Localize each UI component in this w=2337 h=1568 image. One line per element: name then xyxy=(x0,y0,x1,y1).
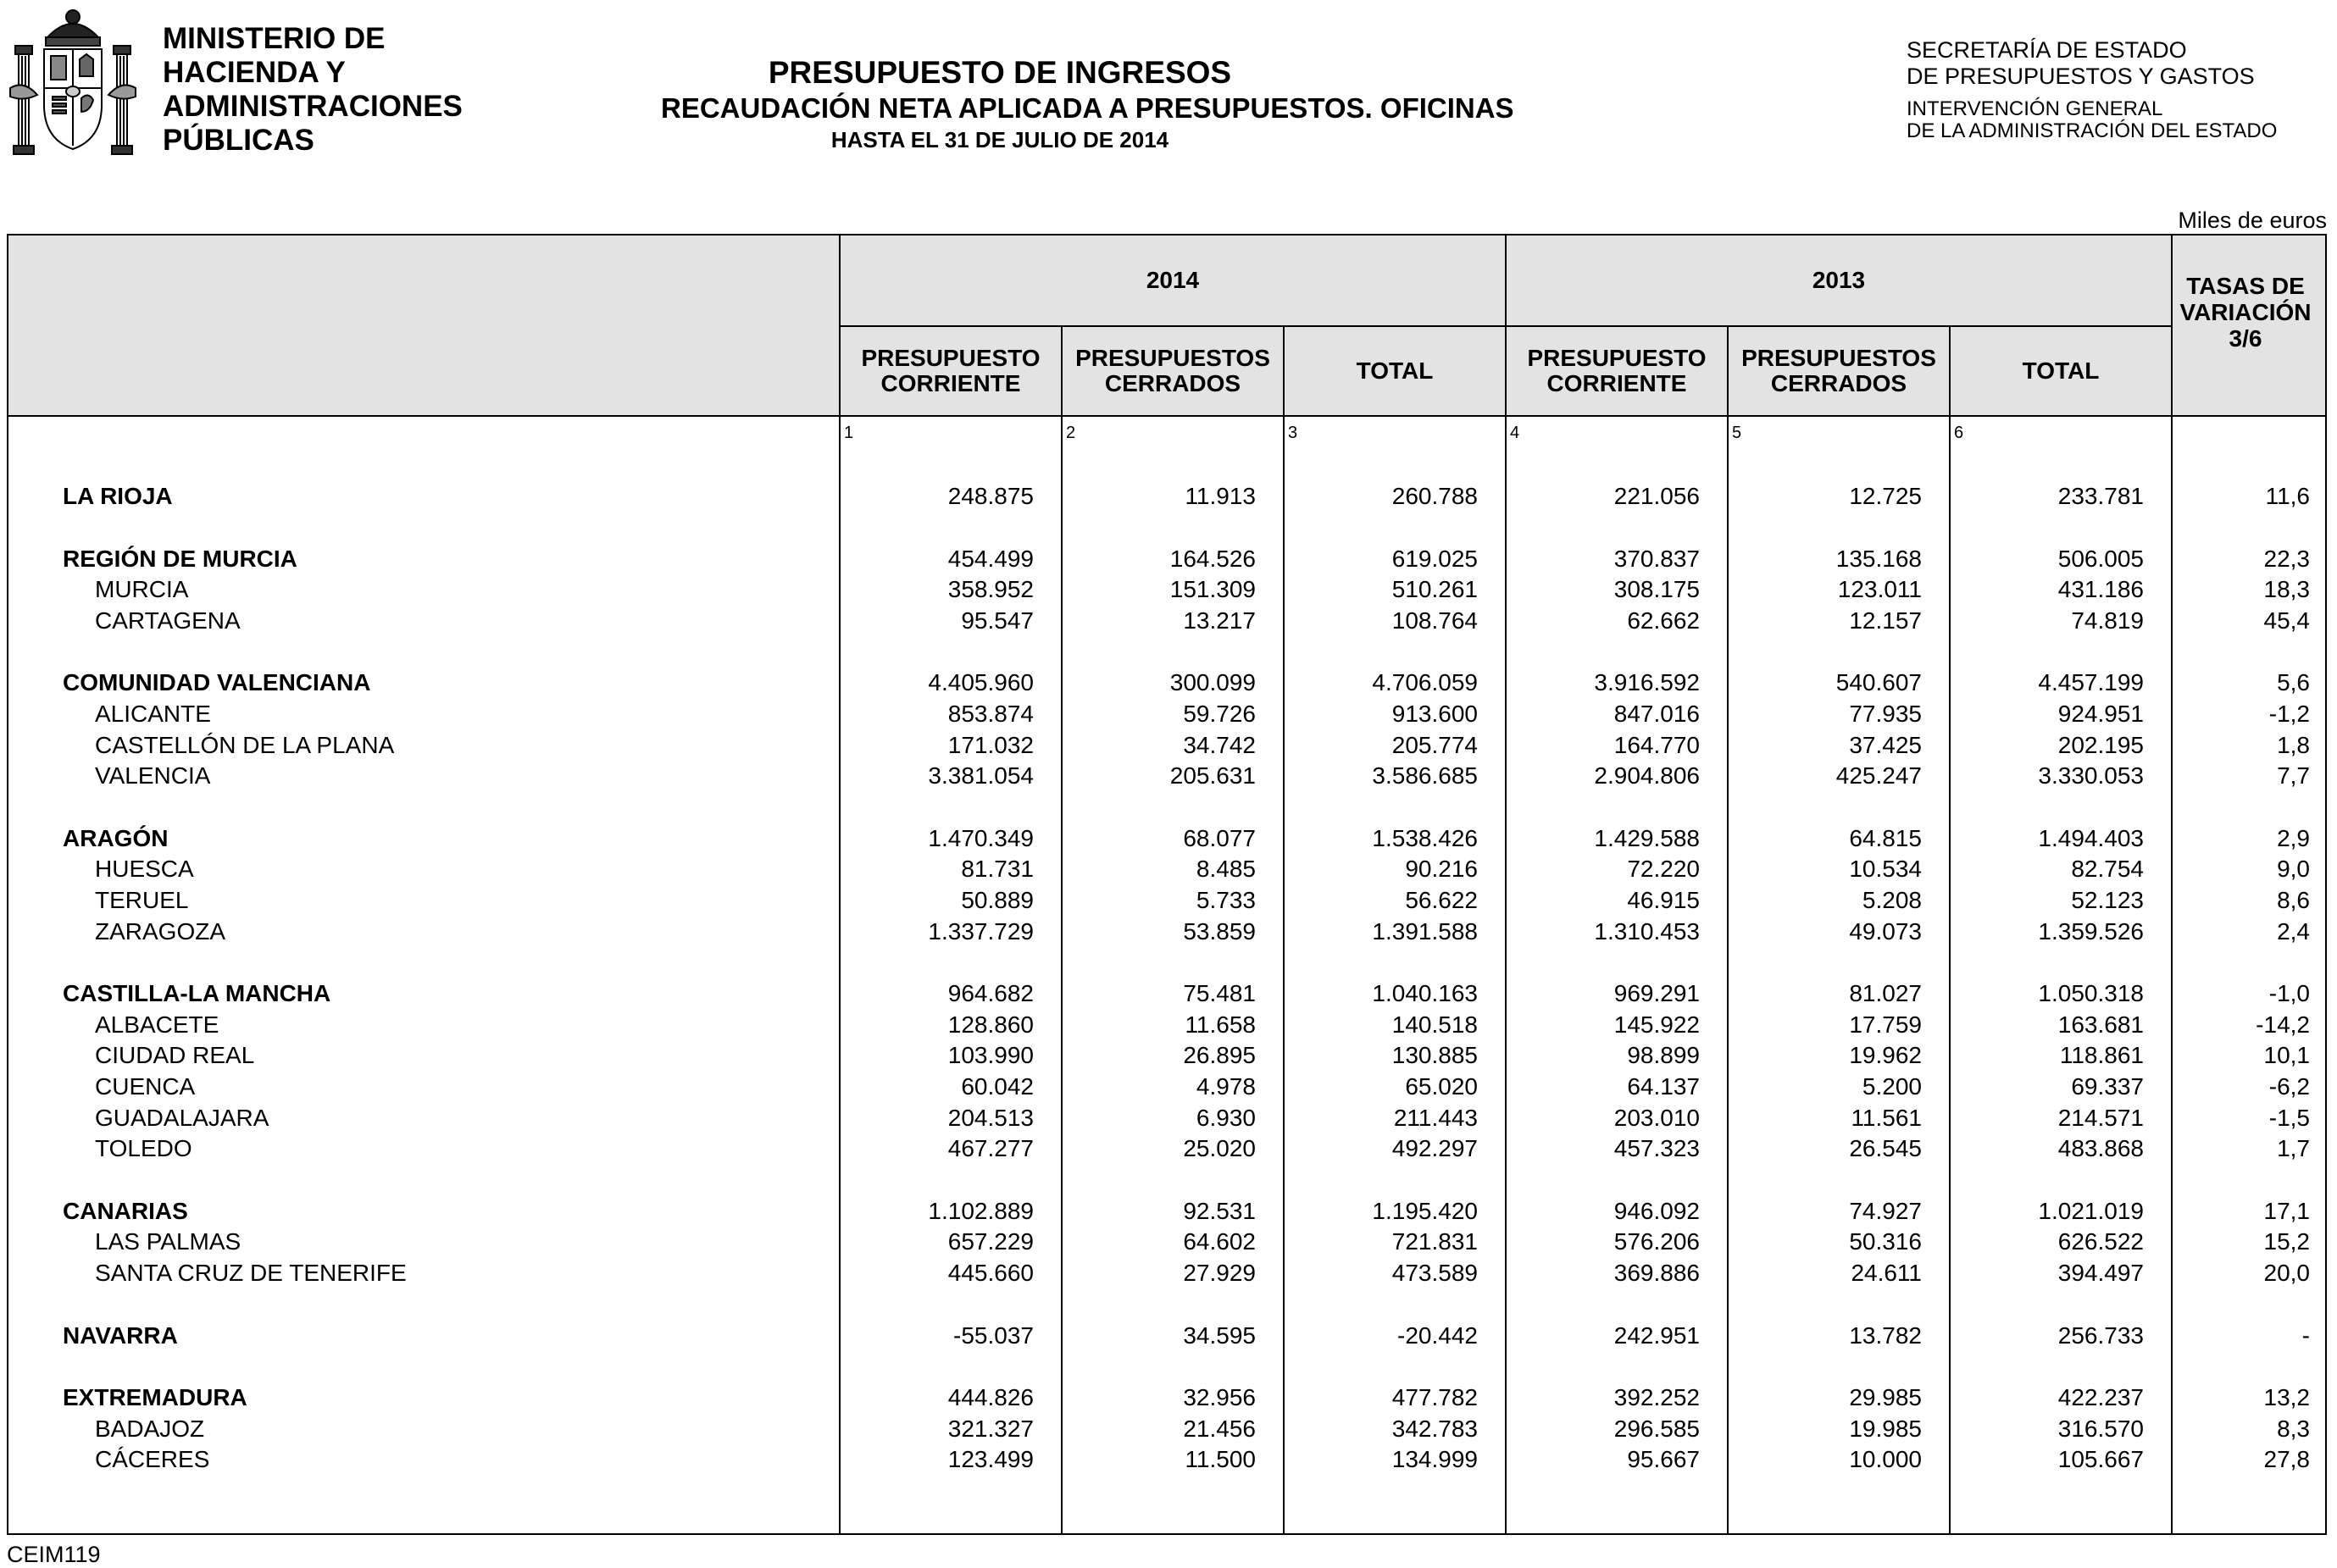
row-label: EXTREMADURA xyxy=(63,1384,247,1411)
row-value: 492.297 xyxy=(1391,1135,1478,1162)
row-label: ZARAGOZA xyxy=(95,917,226,945)
row-value: 72.220 xyxy=(1627,856,1700,883)
row-value: 202.195 xyxy=(2057,731,2144,758)
row-value: 483.868 xyxy=(2057,1135,2144,1162)
row-value: 60.042 xyxy=(961,1073,1034,1100)
row-value: 1.494.403 xyxy=(2038,824,2144,851)
row-value: 134.999 xyxy=(1391,1446,1478,1473)
row-value: 118.861 xyxy=(2059,1042,2144,1069)
row-value: 74.819 xyxy=(2071,607,2144,634)
table-row xyxy=(8,1133,2325,1164)
row-value: -1,0 xyxy=(2268,980,2310,1007)
row-value: 11.561 xyxy=(1851,1104,1922,1131)
row-value: 5.733 xyxy=(1196,887,1256,913)
row-value: 221.056 xyxy=(1613,483,1700,509)
row-value: 473.589 xyxy=(1391,1260,1478,1286)
row-label: COMUNIDAD VALENCIANA xyxy=(63,669,371,696)
table-row xyxy=(8,854,2325,884)
row-value: 454.499 xyxy=(947,545,1034,572)
year-2014-header: 2014 xyxy=(1146,267,1200,293)
row-value: 11.913 xyxy=(1185,483,1256,509)
table-row xyxy=(8,1010,2325,1040)
row-value: 37.425 xyxy=(1849,731,1922,758)
row-value: 5.200 xyxy=(1862,1073,1922,1100)
row-value: 205.631 xyxy=(1169,762,1256,790)
row-value: -14,2 xyxy=(2256,1011,2310,1038)
row-value: 248.875 xyxy=(947,483,1034,509)
secretaria-line: DE PRESUPUESTOS Y GASTOS xyxy=(1907,64,2255,89)
row-value: 619.025 xyxy=(1391,545,1478,572)
row-label: BADAJOZ xyxy=(95,1415,205,1442)
ministry-line: MINISTERIO DE xyxy=(163,22,386,55)
row-label: TERUEL xyxy=(95,887,189,913)
row-value: 5,6 xyxy=(2277,669,2310,696)
report-titles xyxy=(661,54,1514,154)
table-row xyxy=(8,730,2325,761)
row-value: 1,8 xyxy=(2277,731,2310,758)
row-value: 27,8 xyxy=(2263,1446,2310,1473)
row-value: 92.531 xyxy=(1183,1197,1256,1224)
page-subtitle: RECAUDACIÓN NETA APLICADA A PRESUPUESTOS. OFICINAS xyxy=(661,92,1514,124)
table-row xyxy=(8,823,2325,854)
footer-code: CEIM119 xyxy=(7,1542,101,1567)
row-value: 211.443 xyxy=(1393,1104,1478,1131)
table-body xyxy=(8,235,2325,1533)
ministry-name xyxy=(163,22,463,158)
row-label: CÁCERES xyxy=(95,1446,210,1473)
table-row xyxy=(8,885,2325,916)
secretaria-line: SECRETARÍA DE ESTADO xyxy=(1907,37,2187,63)
intervencion-line: DE LA ADMINISTRACIÓN DEL ESTADO xyxy=(1907,119,2278,142)
table-row xyxy=(8,574,2325,605)
row-label: VALENCIA xyxy=(95,762,211,790)
col-header-corriente-2013: PRESUPUESTO CORRIENTE xyxy=(1527,345,1707,396)
row-value: 3.916.592 xyxy=(1594,669,1700,696)
row-value: 4.405.960 xyxy=(928,669,1034,696)
row-label: LAS PALMAS xyxy=(95,1228,241,1255)
row-value: 964.682 xyxy=(947,980,1034,1007)
row-value: 431.186 xyxy=(2057,576,2144,603)
row-value: 130.885 xyxy=(1391,1042,1478,1069)
row-label: CASTILLA-LA MANCHA xyxy=(63,980,331,1007)
row-value: 145.922 xyxy=(1613,1011,1700,1038)
row-value: 316.570 xyxy=(2057,1415,2144,1442)
row-value: 64.602 xyxy=(1183,1228,1256,1255)
table-row xyxy=(8,1040,2325,1071)
secretaria-block xyxy=(1907,37,2277,142)
row-value: 5.208 xyxy=(1862,887,1922,913)
row-value: 123.011 xyxy=(1837,576,1922,603)
row-value: 69.337 xyxy=(2071,1073,2144,1100)
row-value: 1.359.526 xyxy=(2038,917,2144,945)
row-value: 445.660 xyxy=(947,1260,1034,1286)
row-value: 123.499 xyxy=(947,1446,1034,1473)
row-value: 203.010 xyxy=(1613,1104,1700,1131)
row-value: 847.016 xyxy=(1613,701,1700,727)
row-value: 34.742 xyxy=(1183,731,1256,758)
row-value: 946.092 xyxy=(1613,1197,1700,1224)
row-value: 21.456 xyxy=(1183,1415,1256,1442)
row-value: 321.327 xyxy=(947,1415,1034,1442)
row-label: REGIÓN DE MURCIA xyxy=(63,545,297,572)
row-value: 11.658 xyxy=(1185,1011,1256,1038)
row-value: 26.545 xyxy=(1849,1135,1922,1162)
row-value: 205.774 xyxy=(1391,731,1478,758)
row-value: 370.837 xyxy=(1613,545,1700,572)
row-value: 657.229 xyxy=(947,1228,1034,1255)
row-value: 2,9 xyxy=(2277,824,2310,851)
intervencion-line: INTERVENCIÓN GENERAL xyxy=(1907,97,2163,120)
row-value: 13.217 xyxy=(1183,607,1256,634)
row-value: 394.497 xyxy=(2057,1260,2144,1286)
row-value: 10.000 xyxy=(1849,1446,1922,1473)
row-value: 77.935 xyxy=(1849,701,1922,727)
row-value: 506.005 xyxy=(2057,545,2144,572)
row-value: 59.726 xyxy=(1183,701,1256,727)
row-value: 68.077 xyxy=(1183,824,1256,851)
row-value: 19.962 xyxy=(1849,1042,1922,1069)
row-value: 204.513 xyxy=(947,1104,1034,1131)
row-value: 75.481 xyxy=(1183,980,1256,1007)
row-label: LA RIOJA xyxy=(63,483,173,509)
row-label: CANARIAS xyxy=(63,1197,188,1224)
row-value: 392.252 xyxy=(1613,1384,1700,1411)
row-label: CUENCA xyxy=(95,1073,196,1100)
table-row xyxy=(8,1444,2325,1475)
table-row xyxy=(8,761,2325,791)
row-value: 242.951 xyxy=(1613,1321,1700,1349)
row-value: 103.990 xyxy=(947,1042,1034,1069)
table-row xyxy=(8,606,2325,636)
tasas-header: TASAS DE VARIACIÓN 3/6 xyxy=(2179,272,2312,352)
row-value: 214.571 xyxy=(2057,1104,2144,1131)
col-header-total-2014: TOTAL xyxy=(1356,357,1434,384)
row-value: 171.032 xyxy=(947,731,1034,758)
table-row xyxy=(8,1258,2325,1288)
row-value: 1.195.420 xyxy=(1372,1197,1478,1224)
row-value: 308.175 xyxy=(1613,576,1700,603)
row-value: 4.978 xyxy=(1196,1073,1256,1100)
row-value: 4.706.059 xyxy=(1372,669,1478,696)
table-row xyxy=(8,1382,2325,1413)
row-value: -6,2 xyxy=(2268,1073,2310,1100)
row-value: 49.073 xyxy=(1849,917,1922,945)
row-value: 369.886 xyxy=(1613,1260,1700,1286)
row-value: 913.600 xyxy=(1391,701,1478,727)
row-value: 128.860 xyxy=(947,1011,1034,1038)
row-value: 164.770 xyxy=(1613,731,1700,758)
row-value: 1.040.163 xyxy=(1372,980,1478,1007)
row-value: 1.538.426 xyxy=(1372,824,1478,851)
year-2013-header: 2013 xyxy=(1812,267,1866,293)
row-value: 11.500 xyxy=(1185,1446,1256,1473)
row-value: 62.662 xyxy=(1627,607,1700,634)
row-value: 22,3 xyxy=(2263,545,2310,572)
row-label: SANTA CRUZ DE TENERIFE xyxy=(95,1260,407,1286)
row-value: 358.952 xyxy=(947,576,1034,603)
row-value: 90.216 xyxy=(1405,856,1478,883)
row-value: 2.904.806 xyxy=(1594,762,1700,790)
row-value: 8.485 xyxy=(1196,856,1256,883)
row-value: 3.586.685 xyxy=(1372,762,1478,790)
row-value: 1.429.588 xyxy=(1594,824,1700,851)
row-value: 13,2 xyxy=(2263,1384,2310,1411)
row-value: 422.237 xyxy=(2057,1384,2144,1411)
row-value: 1.102.889 xyxy=(928,1197,1034,1224)
row-value: 233.781 xyxy=(2057,483,2144,509)
row-label: HUESCA xyxy=(95,856,194,883)
col-header-cerrados-2013: PRESUPUESTOS CERRADOS xyxy=(1741,345,1936,396)
row-label: MURCIA xyxy=(95,576,189,603)
row-value: 256.733 xyxy=(2057,1321,2144,1349)
row-value: 467.277 xyxy=(947,1135,1034,1162)
row-label: ARAGÓN xyxy=(63,824,169,851)
row-value: 4.457.199 xyxy=(2038,669,2144,696)
row-value: 164.526 xyxy=(1169,545,1256,572)
row-value: 81.027 xyxy=(1849,980,1922,1007)
col-header-corriente-2014: PRESUPUESTO CORRIENTE xyxy=(861,345,1041,396)
table-row xyxy=(8,978,2325,1009)
row-value: 1.050.318 xyxy=(2038,980,2144,1007)
row-label: CARTAGENA xyxy=(95,607,241,634)
row-value: 82.754 xyxy=(2071,856,2144,883)
row-value: 1,7 xyxy=(2277,1135,2310,1162)
ministry-line: ADMINISTRACIONES xyxy=(163,90,463,123)
ministry-line: HACIENDA Y xyxy=(163,56,346,89)
col-header-total-2013: TOTAL xyxy=(2022,357,2100,384)
row-label: CIUDAD REAL xyxy=(95,1042,255,1069)
row-value: 7,7 xyxy=(2277,762,2310,790)
row-value: 163.681 xyxy=(2057,1011,2144,1038)
row-value: 24.611 xyxy=(1851,1260,1922,1286)
column-number: 5 xyxy=(1732,424,1742,442)
row-value: -1,2 xyxy=(2268,701,2310,727)
row-value: 1.391.588 xyxy=(1372,917,1478,945)
row-value: 510.261 xyxy=(1391,576,1478,603)
row-value: 45,4 xyxy=(2263,607,2310,634)
table-row xyxy=(8,917,2325,947)
row-value: 300.099 xyxy=(1169,669,1256,696)
row-value: 19.985 xyxy=(1849,1415,1922,1442)
row-value: 296.585 xyxy=(1613,1415,1700,1442)
row-value: 260.788 xyxy=(1391,483,1478,509)
row-label: TOLEDO xyxy=(95,1135,192,1162)
row-value: 540.607 xyxy=(1835,669,1922,696)
column-number: 1 xyxy=(844,424,854,442)
row-value: - xyxy=(2301,1321,2310,1349)
row-value: 98.899 xyxy=(1627,1042,1700,1069)
row-value: 3.330.053 xyxy=(2038,762,2144,790)
row-value: 12.725 xyxy=(1849,483,1922,509)
row-value: 65.020 xyxy=(1405,1073,1478,1100)
row-value: 15,2 xyxy=(2263,1228,2310,1255)
column-number: 6 xyxy=(1954,424,1964,442)
row-value: 853.874 xyxy=(947,701,1034,727)
row-value: 969.291 xyxy=(1613,980,1700,1007)
row-value: 17.759 xyxy=(1849,1011,1922,1038)
row-value: 140.518 xyxy=(1391,1011,1478,1038)
row-value: 721.831 xyxy=(1391,1228,1478,1255)
row-value: 1.337.729 xyxy=(928,917,1034,945)
date-line: HASTA EL 31 DE JULIO DE 2014 xyxy=(830,127,1169,152)
column-number: 2 xyxy=(1066,424,1076,442)
row-label: ALICANTE xyxy=(95,701,211,727)
units-label: Miles de euros xyxy=(2178,208,2327,233)
row-value: 56.622 xyxy=(1405,887,1478,913)
row-value: 17,1 xyxy=(2263,1197,2310,1224)
table-row xyxy=(8,1414,2325,1444)
row-value: 2,4 xyxy=(2277,917,2310,945)
row-value: 3.381.054 xyxy=(928,762,1034,790)
row-value: 135.168 xyxy=(1835,545,1922,572)
table-row xyxy=(8,1103,2325,1133)
row-value: 342.783 xyxy=(1391,1415,1478,1442)
row-value: 12.157 xyxy=(1849,607,1922,634)
row-value: 64.815 xyxy=(1849,824,1922,851)
row-value: 29.985 xyxy=(1849,1384,1922,1411)
table-row xyxy=(8,668,2325,698)
row-value: 1.470.349 xyxy=(928,824,1034,851)
coat-of-arms-icon xyxy=(7,3,139,163)
row-label: GUADALAJARA xyxy=(95,1104,269,1131)
row-value: 32.956 xyxy=(1183,1384,1256,1411)
row-value: -20.442 xyxy=(1397,1321,1478,1349)
row-value: 425.247 xyxy=(1835,762,1922,790)
row-label: CASTELLÓN DE LA PLANA xyxy=(95,731,395,758)
row-value: 477.782 xyxy=(1391,1384,1478,1411)
row-value: 13.782 xyxy=(1849,1321,1922,1349)
row-value: 444.826 xyxy=(947,1384,1034,1411)
table-row xyxy=(8,1321,2325,1351)
table-row xyxy=(8,1072,2325,1102)
row-value: 10.534 xyxy=(1849,856,1922,883)
table-row xyxy=(8,1227,2325,1257)
table-row xyxy=(8,1196,2325,1227)
row-value: 18,3 xyxy=(2263,576,2310,603)
row-label: NAVARRA xyxy=(63,1321,178,1349)
table-row xyxy=(8,481,2325,512)
row-value: 95.667 xyxy=(1627,1446,1700,1473)
row-value: 27.929 xyxy=(1183,1260,1256,1286)
ministry-line: PÚBLICAS xyxy=(163,124,314,157)
row-value: 1.021.019 xyxy=(2038,1197,2144,1224)
data-table xyxy=(7,234,2327,1535)
row-value: -1,5 xyxy=(2268,1104,2310,1131)
col-header-cerrados-2014: PRESUPUESTOS CERRADOS xyxy=(1075,345,1270,396)
row-value: 8,3 xyxy=(2277,1415,2310,1442)
row-value: 53.859 xyxy=(1183,917,1256,945)
row-value: -55.037 xyxy=(953,1321,1034,1349)
row-value: 10,1 xyxy=(2263,1042,2310,1069)
row-value: 95.547 xyxy=(961,607,1034,634)
row-value: 81.731 xyxy=(961,856,1034,883)
row-value: 34.595 xyxy=(1183,1321,1256,1349)
row-value: 46.915 xyxy=(1627,887,1700,913)
row-value: 74.927 xyxy=(1849,1197,1922,1224)
row-value: 626.522 xyxy=(2057,1228,2144,1255)
row-value: 108.764 xyxy=(1391,607,1478,634)
row-value: 52.123 xyxy=(2071,887,2144,913)
row-value: 151.309 xyxy=(1169,576,1256,603)
page-title: PRESUPUESTO DE INGRESOS xyxy=(768,55,1232,90)
row-value: 924.951 xyxy=(2057,701,2144,727)
row-label: ALBACETE xyxy=(95,1011,219,1038)
row-value: 50.316 xyxy=(1849,1228,1922,1255)
row-value: 457.323 xyxy=(1613,1135,1700,1162)
row-value: 26.895 xyxy=(1183,1042,1256,1069)
row-value: 64.137 xyxy=(1627,1073,1700,1100)
row-value: 11,6 xyxy=(2265,483,2310,509)
row-value: 576.206 xyxy=(1613,1228,1700,1255)
column-number: 3 xyxy=(1288,424,1298,442)
column-number: 4 xyxy=(1510,424,1520,442)
table-row xyxy=(8,699,2325,729)
row-value: 25.020 xyxy=(1183,1135,1256,1162)
row-value: 8,6 xyxy=(2277,887,2310,913)
row-value: 20,0 xyxy=(2263,1260,2310,1286)
row-value: 50.889 xyxy=(961,887,1034,913)
row-value: 105.667 xyxy=(2057,1446,2144,1473)
table-row xyxy=(8,544,2325,574)
row-value: 1.310.453 xyxy=(1594,917,1700,945)
row-value: 9,0 xyxy=(2277,856,2310,883)
row-value: 6.930 xyxy=(1196,1104,1256,1131)
